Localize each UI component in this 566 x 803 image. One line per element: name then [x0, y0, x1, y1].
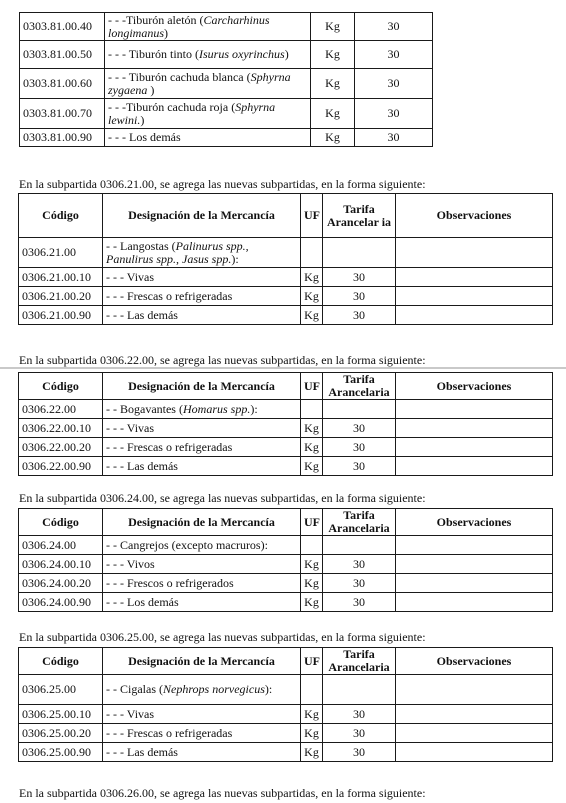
- uf-cell: [301, 238, 323, 268]
- uf-cell: Kg: [301, 743, 323, 762]
- uf-cell: Kg: [301, 705, 323, 724]
- designation-cell: [103, 574, 301, 593]
- code-cell: 0306.25.00: [19, 675, 103, 705]
- designation-suffix: ): [164, 25, 169, 40]
- table-row: [20, 99, 433, 129]
- header-tarifa: Tarifa Arancelar ia: [323, 194, 396, 238]
- code-cell: 0306.24.00.20: [19, 574, 103, 593]
- table-row: [19, 574, 553, 593]
- designation-text: - - Langostas (: [106, 238, 176, 253]
- uf-cell: [301, 675, 323, 705]
- table-row: [19, 306, 553, 325]
- uf-cell: Kg: [301, 438, 323, 457]
- table-row: [19, 419, 553, 438]
- header-designacion: Designación de la Mercancía: [103, 509, 301, 536]
- header-row: [19, 648, 553, 675]
- observaciones-cell: [396, 457, 553, 476]
- tarifa-cell: 30: [355, 41, 433, 69]
- code-cell: 0306.21.00: [19, 238, 103, 268]
- scientific-name: Homarus spp.: [182, 401, 251, 416]
- designation-cell: [103, 419, 301, 438]
- uf-cell: Kg: [301, 457, 323, 476]
- table-row: [19, 555, 553, 574]
- scientific-name: Sphyrna lewini.: [108, 99, 276, 127]
- header-designacion: Designación de la Mercancía: [103, 194, 301, 238]
- code-cell: 0306.25.00.90: [19, 743, 103, 762]
- code-cell: 0306.22.00.90: [19, 457, 103, 476]
- designation-text: - - - Las demás: [106, 307, 178, 322]
- table-row: [19, 743, 553, 762]
- uf-cell: Kg: [301, 593, 323, 612]
- tarifa-cell: [323, 536, 396, 555]
- designation-suffix: ):: [264, 682, 273, 696]
- designation-text: - - - Las demás: [106, 744, 178, 759]
- tarifa-cell: 30: [323, 724, 396, 743]
- designation-text: - - - Los demás: [108, 130, 181, 144]
- observaciones-cell: [396, 287, 553, 306]
- uf-cell: Kg: [311, 99, 355, 129]
- designation-cell: [103, 675, 301, 705]
- tariff-table-0306-24: [18, 508, 553, 612]
- table-row: [20, 129, 433, 147]
- designation-text: - - - Vivas: [106, 420, 155, 435]
- header-designacion: Designación de la Mercancía: [103, 648, 301, 675]
- designation-text: - - Cangrejos (excepto macruros):: [106, 537, 268, 552]
- designation-cell: [103, 724, 301, 743]
- tarifa-cell: 30: [323, 419, 396, 438]
- section-intro-0306-22: En la subpartida 0306.22.00, se agrega las nuevas subpartidas, en la forma siguiente:: [19, 353, 426, 367]
- tarifa-cell: 30: [355, 13, 433, 41]
- observaciones-cell: [396, 400, 553, 419]
- designation-text: - - - Las demás: [106, 458, 178, 473]
- designation-text: - - - Frescas o refrigeradas: [106, 288, 233, 303]
- uf-cell: [301, 400, 323, 419]
- section-intro-0306-24: En la subpartida 0306.24.00, se agrega las nuevas subpartidas, en la forma siguiente:: [19, 491, 426, 505]
- designation-cell: [103, 400, 301, 419]
- table-row: [19, 675, 553, 705]
- designation-cell: [103, 287, 301, 306]
- code-cell: 0306.25.00.20: [19, 724, 103, 743]
- uf-cell: Kg: [301, 287, 323, 306]
- observaciones-cell: [396, 743, 553, 762]
- uf-cell: Kg: [301, 306, 323, 325]
- header-uf: UF: [301, 194, 323, 238]
- header-codigo: Código: [19, 373, 103, 400]
- table-row: [19, 457, 553, 476]
- uf-cell: Kg: [301, 574, 323, 593]
- table-row: [19, 593, 553, 612]
- tarifa-cell: 30: [323, 268, 396, 287]
- uf-cell: Kg: [301, 555, 323, 574]
- observaciones-cell: [396, 593, 553, 612]
- table-row: [19, 438, 553, 457]
- designation-cell: [105, 99, 311, 129]
- table-row: [19, 400, 553, 419]
- tarifa-cell: 30: [323, 743, 396, 762]
- code-cell: 0306.24.00.10: [19, 555, 103, 574]
- tarifa-cell: 30: [323, 705, 396, 724]
- designation-cell: [103, 555, 301, 574]
- uf-cell: Kg: [311, 129, 355, 147]
- scientific-name: Palinurus spp., Panulirus spp., Jasus spp.: [106, 238, 249, 266]
- header-codigo: Código: [19, 509, 103, 536]
- code-cell: 0306.21.00.20: [19, 287, 103, 306]
- table-row: [19, 724, 553, 743]
- header-uf: UF: [301, 373, 323, 400]
- tariff-table-0303-81: [19, 12, 433, 147]
- designation-text: - - -Tiburón cachuda roja (: [108, 99, 236, 114]
- code-cell: 0306.21.00.90: [19, 306, 103, 325]
- table-row: [20, 41, 433, 69]
- uf-cell: [301, 536, 323, 555]
- designation-cell: [103, 238, 301, 268]
- designation-cell: [105, 129, 311, 147]
- designation-cell: [103, 705, 301, 724]
- designation-cell: [103, 268, 301, 287]
- tarifa-cell: 30: [323, 574, 396, 593]
- designation-cell: [103, 593, 301, 612]
- designation-cell: [105, 41, 311, 69]
- section-intro-0306-25: En la subpartida 0306.25.00, se agrega las nuevas subpartidas, en la forma siguiente:: [19, 630, 426, 644]
- designation-suffix: ): [140, 112, 145, 127]
- table-row: [19, 268, 553, 287]
- code-cell: 0306.22.00: [19, 400, 103, 419]
- code-cell: 0306.24.00: [19, 536, 103, 555]
- header-uf: UF: [301, 648, 323, 675]
- designation-text: - - - Tiburón tinto (: [108, 47, 200, 61]
- observaciones-cell: [396, 306, 553, 325]
- designation-cell: [103, 536, 301, 555]
- designation-cell: [103, 457, 301, 476]
- code-cell: 0306.21.00.10: [19, 268, 103, 287]
- designation-text: - - - Vivas: [106, 706, 155, 721]
- header-observaciones: Observaciones: [396, 509, 553, 536]
- uf-cell: Kg: [311, 41, 355, 69]
- designation-suffix: ):: [250, 401, 258, 416]
- designation-text: - - - Tiburón cachuda blanca (: [108, 69, 251, 84]
- code-cell: 0303.81.00.50: [20, 41, 105, 69]
- tarifa-cell: 30: [323, 555, 396, 574]
- table-row: [19, 238, 553, 268]
- observaciones-cell: [396, 705, 553, 724]
- header-tarifa: Tarifa Arancelaria: [323, 373, 396, 400]
- code-cell: 0306.24.00.90: [19, 593, 103, 612]
- header-observaciones: Observaciones: [396, 373, 553, 400]
- tarifa-cell: 30: [355, 129, 433, 147]
- section-intro-0306-21: En la subpartida 0306.21.00, se agrega las nuevas subpartidas, en la forma siguiente:: [19, 177, 426, 191]
- code-cell: 0306.22.00.10: [19, 419, 103, 438]
- tariff-table-0306-21: [18, 193, 553, 325]
- table-row: [19, 536, 553, 555]
- header-designacion: Designación de la Mercancía: [103, 373, 301, 400]
- designation-text: - - - Vivos: [106, 556, 155, 571]
- scientific-name: Carcharhinus longimanus: [108, 12, 270, 40]
- scientific-name: Nephrops norvegicus: [162, 682, 265, 696]
- uf-cell: Kg: [311, 69, 355, 99]
- tarifa-cell: 30: [323, 287, 396, 306]
- observaciones-cell: [396, 675, 553, 705]
- tarifa-cell: 30: [323, 306, 396, 325]
- header-tarifa: Tarifa Arancelaria: [323, 509, 396, 536]
- header-row: [19, 373, 553, 400]
- code-cell: 0303.81.00.40: [20, 13, 105, 41]
- tarifa-cell: 30: [355, 99, 433, 129]
- tariff-table-0306-22: [18, 372, 553, 476]
- designation-text: - - - Frescos o refrigerados: [106, 575, 234, 590]
- header-codigo: Código: [19, 648, 103, 675]
- tarifa-cell: [323, 400, 396, 419]
- tarifa-cell: 30: [323, 593, 396, 612]
- header-row: [19, 509, 553, 536]
- header-observaciones: Observaciones: [396, 648, 553, 675]
- designation-text: - - - Frescas o refrigeradas: [106, 725, 233, 740]
- header-uf: UF: [301, 509, 323, 536]
- table-row: [20, 69, 433, 99]
- tarifa-cell: 30: [355, 69, 433, 99]
- designation-suffix: ):: [231, 251, 239, 266]
- section-intro-0306-26: En la subpartida 0306.26.00, se agrega las nuevas subpartidas, en la forma siguiente:: [19, 786, 426, 800]
- designation-cell: [103, 306, 301, 325]
- header-observaciones: Observaciones: [396, 194, 553, 238]
- tarifa-cell: 30: [323, 438, 396, 457]
- table-row: [19, 705, 553, 724]
- code-cell: 0303.81.00.60: [20, 69, 105, 99]
- designation-cell: [103, 438, 301, 457]
- designation-text: - - Cigalas (: [106, 682, 163, 696]
- designation-text: - - -Tiburón aletón (: [108, 12, 204, 27]
- header-codigo: Código: [19, 194, 103, 238]
- observaciones-cell: [396, 555, 553, 574]
- observaciones-cell: [396, 438, 553, 457]
- header-tarifa: Tarifa Arancelaria: [323, 648, 396, 675]
- observaciones-cell: [396, 419, 553, 438]
- designation-suffix: ): [284, 47, 289, 61]
- designation-text: - - - Vivas: [106, 269, 155, 284]
- designation-cell: [103, 743, 301, 762]
- uf-cell: Kg: [301, 724, 323, 743]
- uf-cell: Kg: [301, 419, 323, 438]
- uf-cell: Kg: [301, 268, 323, 287]
- scientific-name: Isurus oxyrinchus: [199, 47, 285, 61]
- tarifa-cell: [323, 238, 396, 268]
- tarifa-cell: 30: [323, 457, 396, 476]
- tarifa-cell: [323, 675, 396, 705]
- code-cell: 0306.22.00.20: [19, 438, 103, 457]
- code-cell: 0303.81.00.70: [20, 99, 105, 129]
- observaciones-cell: [396, 238, 553, 268]
- tariff-table-0306-25: [18, 647, 553, 762]
- header-row: [19, 194, 553, 238]
- designation-text: - - - Los demás: [106, 594, 179, 609]
- designation-suffix: ): [147, 82, 155, 97]
- code-cell: 0306.25.00.10: [19, 705, 103, 724]
- scan-page-break: [0, 367, 566, 369]
- designation-text: - - - Frescas o refrigeradas: [106, 439, 233, 454]
- designation-text: - - Bogavantes (: [106, 401, 183, 416]
- observaciones-cell: [396, 536, 553, 555]
- observaciones-cell: [396, 724, 553, 743]
- table-row: [19, 287, 553, 306]
- table-row: [20, 13, 433, 41]
- uf-cell: Kg: [311, 13, 355, 41]
- observaciones-cell: [396, 574, 553, 593]
- scientific-name: Sphyrna zygaena: [108, 69, 291, 97]
- code-cell: 0303.81.00.90: [20, 129, 105, 147]
- designation-cell: [105, 69, 311, 99]
- observaciones-cell: [396, 268, 553, 287]
- designation-cell: [105, 13, 311, 41]
